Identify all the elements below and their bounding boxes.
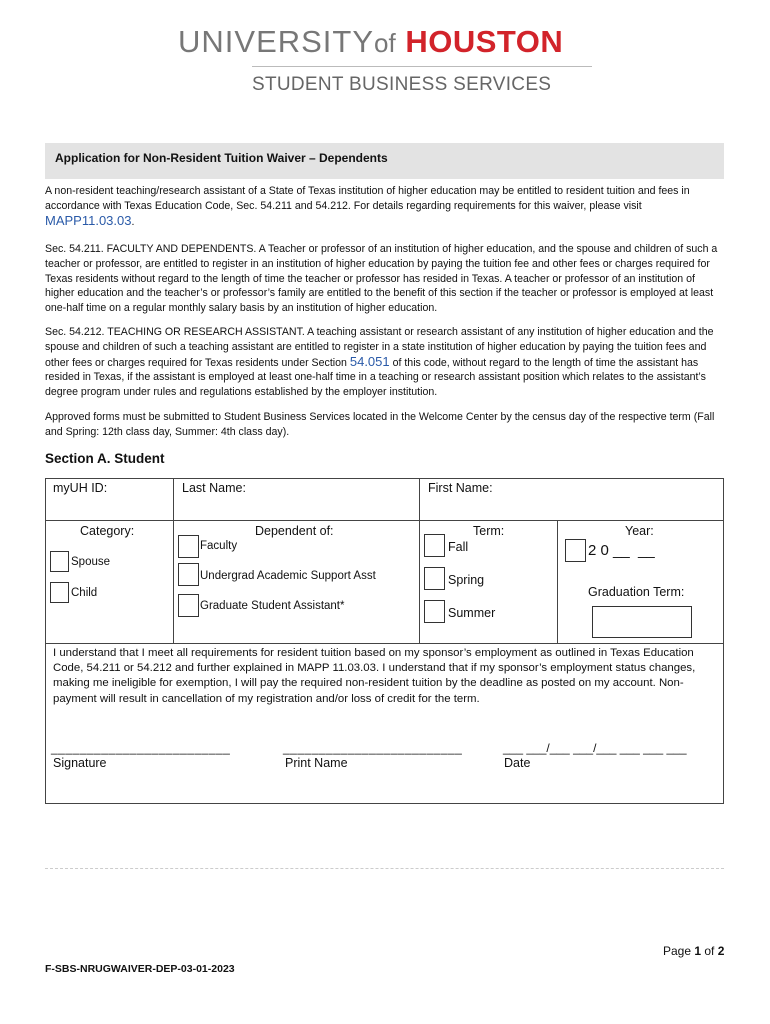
spring-label: Spring bbox=[448, 573, 485, 587]
page-of: of bbox=[701, 944, 718, 958]
child-checkbox[interactable] bbox=[50, 582, 69, 603]
year-label: Year: bbox=[625, 524, 654, 538]
section-a-form bbox=[45, 478, 724, 804]
page-number bbox=[663, 944, 724, 958]
page-prefix: Page bbox=[663, 944, 695, 958]
university-logo bbox=[178, 24, 563, 60]
col-divider-5 bbox=[557, 520, 558, 643]
spring-checkbox[interactable] bbox=[424, 567, 445, 590]
footer-divider bbox=[45, 868, 724, 870]
form-title: Application for Non-Resident Tuition Waiver – Dependents bbox=[55, 151, 388, 165]
graduation-term-field[interactable] bbox=[592, 606, 692, 638]
sec-54212-text-a: Sec. 54.212. TEACHING OR RESEARCH ASSISTANT. A teaching assistant or research assistant of any institution of higher education and the spouse and children of such a teaching assistant are entitled to register in a state institution of higher education by paying the tuition fees and other fees or charges required for Texas residents under Section bbox=[45, 326, 714, 369]
logo-of-text: of bbox=[374, 28, 396, 58]
last-name-label: Last Name: bbox=[182, 481, 246, 495]
fall-checkbox[interactable] bbox=[424, 534, 445, 557]
date-label: Date bbox=[504, 756, 531, 770]
col-divider-2 bbox=[419, 478, 420, 520]
year-checkbox[interactable] bbox=[565, 539, 586, 562]
signature-label: Signature bbox=[53, 756, 107, 770]
signature-line[interactable]: _________________________ bbox=[51, 741, 231, 755]
grad-asst-checkbox[interactable] bbox=[178, 594, 199, 617]
faculty-label: Faculty bbox=[200, 540, 238, 552]
first-name-label: First Name: bbox=[428, 481, 493, 495]
summer-checkbox[interactable] bbox=[424, 600, 445, 623]
spouse-label: Spouse bbox=[71, 556, 111, 568]
approved-forms-paragraph: Approved forms must be submitted to Student Business Services located in the Welcome Center by the census day of the respective term (Fall and Spring: 12th class day, Summer: 4th class day). bbox=[45, 411, 715, 438]
acknowledgement-text: I understand that I meet all requirements for resident tuition based on my sponsor’s employment as outlined in Texas Education Code, 54.211 or 54.212 and further explained in MAPP 11.03.03. I understand that if my sponsor’s employment status changes, making me ineligible for exemption, I will pay the required non-resident tuition by the deadline as posted on my account. Non-payment will result in cancellation of my registration and/or loss of credit for the term. bbox=[53, 647, 696, 705]
sec-54212-text-b: of this code, without regard to the length of time the assistant has resided in Texas, if the assistant is employed at least one-half time in a teaching or research assistant position which relates to the assistant’s degree program under rules and regulations established by the employer institution. bbox=[45, 356, 706, 399]
page-current: 1 bbox=[694, 944, 702, 958]
term-label: Term: bbox=[473, 524, 505, 538]
faculty-checkbox[interactable] bbox=[178, 535, 199, 558]
child-label: Child bbox=[71, 587, 98, 599]
row-divider-2 bbox=[45, 643, 724, 644]
section-54051-link[interactable]: 54.051 bbox=[349, 353, 390, 369]
page-total: 2 bbox=[717, 944, 725, 958]
col-divider-3 bbox=[173, 520, 174, 643]
intro-end: . bbox=[131, 215, 135, 228]
print-name-line[interactable]: _________________________ bbox=[283, 741, 463, 755]
myuh-id-label: myUH ID: bbox=[53, 481, 108, 495]
spouse-checkbox[interactable] bbox=[50, 551, 69, 572]
col-divider-1 bbox=[173, 478, 174, 520]
grad-asst-label: Graduate Student Assistant* bbox=[200, 600, 345, 612]
fall-label: Fall bbox=[448, 540, 469, 554]
dependent-of-label: Dependent of: bbox=[255, 524, 334, 538]
row-divider-1 bbox=[45, 520, 724, 521]
graduation-term-label: Graduation Term: bbox=[588, 585, 685, 599]
col-divider-4 bbox=[419, 520, 420, 643]
date-line[interactable]: ___ ___/___ ___/___ ___ ___ ___ bbox=[503, 741, 687, 755]
form-title-banner bbox=[45, 143, 724, 179]
summer-label: Summer bbox=[448, 606, 496, 620]
print-name-label: Print Name bbox=[285, 756, 348, 770]
year-value[interactable]: 2 0 __ __ bbox=[588, 542, 655, 559]
intro-text: A non-resident teaching/research assistant of a State of Texas institution of higher education may be entitled to resident tuition and fees in accordance with Texas Education Code, Sec. 54.211 and 54.212. For details regarding requirements for this waiver, please visit bbox=[45, 185, 690, 212]
logo-divider bbox=[252, 66, 592, 67]
undergrad-asst-checkbox[interactable] bbox=[178, 563, 199, 586]
mapp-link[interactable]: MAPP11.03.03 bbox=[45, 212, 132, 228]
sec-54212-paragraph bbox=[45, 325, 725, 400]
intro-paragraph bbox=[45, 184, 725, 229]
undergrad-asst-label: Undergrad Academic Support Asst bbox=[200, 570, 376, 582]
logo-university-text: UNIVERSITY bbox=[178, 24, 375, 59]
sec-54211-paragraph: Sec. 54.211. FACULTY AND DEPENDENTS. A Teacher or professor of an institution of higher education, and the spouse and children of such a teacher or professor, are entitled to register in an institution of higher education by paying the tuition fee and other fees or charges required for Texas residents without regard to the length of time the teacher or professor has resided in Texas. A teacher or professor of an institution of higher education and the teacher’s or professor’s family are entitled to the benefit of this section if the teacher or professor is employed at least one-half time on a regular monthly salary basis by an institution of higher education. bbox=[45, 243, 718, 315]
section-a-heading: Section A. Student bbox=[45, 451, 165, 466]
logo-houston-text: HOUSTON bbox=[405, 24, 564, 59]
department-name: STUDENT BUSINESS SERVICES bbox=[252, 74, 552, 95]
form-code: F-SBS-NRUGWAIVER-DEP-03-01-2023 bbox=[45, 963, 235, 975]
category-label: Category: bbox=[80, 524, 135, 538]
